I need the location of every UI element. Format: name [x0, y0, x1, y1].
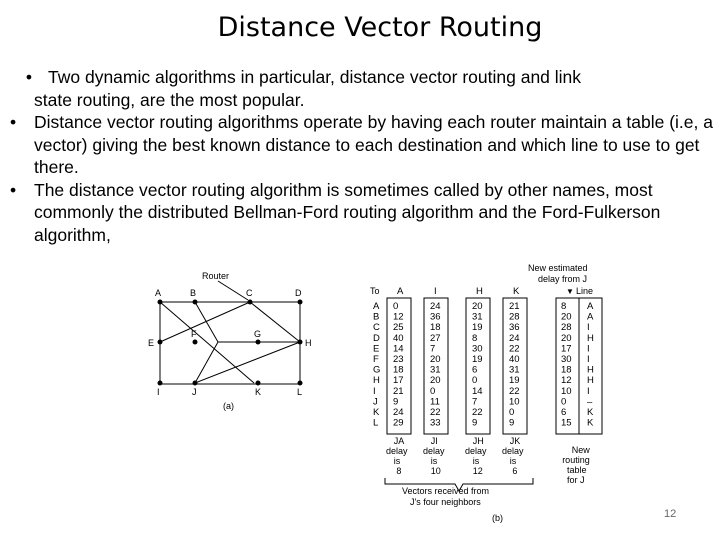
- vector-cell: 36: [509, 322, 520, 334]
- new-line-cell: K: [587, 417, 594, 429]
- vector-cell: 40: [509, 354, 520, 365]
- vector-cell: 30: [472, 343, 483, 355]
- vector-cell: 31: [472, 311, 483, 323]
- vector-cell: 12: [393, 311, 404, 323]
- neighbor-delay-label: is: [393, 456, 401, 466]
- bullet-1-rest: state routing, are the most popular.: [34, 89, 305, 110]
- vector-cell: 40: [393, 332, 404, 344]
- vector-cell: 21: [509, 301, 520, 312]
- new-line-cell: I: [587, 354, 590, 365]
- vector-cell: 7: [472, 396, 478, 408]
- vector-cell: 9: [509, 417, 515, 429]
- vector-cell: 11: [430, 396, 440, 408]
- vector-cell: 36: [430, 311, 441, 323]
- vector-cell: 17: [393, 375, 404, 387]
- neighbor-delay-label: delay: [386, 446, 408, 456]
- new-delay-cell: 20: [561, 332, 572, 344]
- new-line-cell: H: [587, 364, 594, 376]
- new-routing-label-line: routing: [562, 455, 590, 465]
- new-delay-cell: 12: [561, 375, 572, 387]
- vector-cell: 20: [430, 375, 441, 387]
- vector-cell: 31: [430, 364, 441, 376]
- vector-cell: 18: [393, 364, 404, 376]
- to-header: To: [370, 286, 380, 296]
- new-line-cell: I: [587, 385, 590, 397]
- page-number: 12: [664, 508, 677, 520]
- bullet-1-first-line: Two dynamic algorithms in particular, distance vector routing and link: [48, 67, 582, 87]
- node-label: F: [191, 329, 197, 339]
- router-node: [158, 340, 163, 345]
- line-header: Line: [576, 286, 594, 296]
- row-label: F: [373, 354, 379, 365]
- neighbor-delay-label: delay: [465, 446, 487, 456]
- slide-title: Distance Vector Routing: [217, 12, 543, 43]
- vector-cell: 22: [509, 343, 520, 355]
- new-delay-cell: 20: [561, 311, 572, 323]
- bullet-symbol: •: [10, 179, 17, 200]
- vector-cell: 0: [509, 407, 515, 418]
- neighbor-delay-label: delay: [502, 446, 524, 456]
- vector-cell: 9: [472, 417, 478, 429]
- bullet-symbol: •: [25, 67, 32, 87]
- new-delay-cell: 17: [561, 343, 572, 355]
- neighbor-delay-label: JK: [509, 436, 521, 446]
- vector-cell: 20: [472, 301, 483, 312]
- node-label: D: [295, 288, 302, 298]
- new-routing-label-line: table: [567, 465, 587, 475]
- vector-column-frame: [424, 298, 448, 434]
- router-node: [158, 300, 163, 305]
- vector-cell: 24: [509, 332, 520, 344]
- node-label: A: [155, 288, 162, 298]
- new-delay-cell: 10: [561, 385, 572, 397]
- node-label: G: [254, 329, 262, 339]
- bullet-item-3: [10, 179, 714, 247]
- node-label: J: [192, 387, 197, 397]
- vector-cell: 29: [393, 417, 404, 429]
- new-line-cell: –: [587, 396, 593, 408]
- node-label: L: [297, 387, 303, 397]
- neighbor-delay-label: 6: [512, 466, 518, 476]
- router-node: [193, 381, 198, 386]
- new-delay-cell: 15: [561, 417, 572, 429]
- node-label: C: [246, 288, 253, 298]
- vector-cell: 22: [509, 385, 520, 397]
- vector-cell: 18: [430, 322, 441, 334]
- network-outer-box: [160, 302, 300, 384]
- column-header: K: [513, 286, 520, 297]
- new-routing-label-line: for J: [567, 475, 585, 485]
- vector-cell: 7: [430, 343, 436, 355]
- bullet-2-text: Distance vector routing algorithms operate by having each router maintain a table (i.e, a vector) giving the best known distance to each destination and which line to use to get there.: [34, 112, 713, 177]
- vector-cell: 28: [509, 311, 520, 323]
- bullet-3-text: The distance vector routing algorithm is sometimes called by other names, most commonly the distributed Bellman-Ford routing algorithm and the Ford-Fulkerson algorithm,: [34, 179, 661, 245]
- new-line-cell: H: [587, 375, 594, 387]
- router-label: Router: [202, 271, 230, 281]
- bullet-symbol: •: [10, 112, 17, 132]
- new-line-cell: A: [587, 311, 594, 323]
- vector-column-frame: [387, 298, 411, 434]
- router-node: [193, 300, 198, 305]
- vector-cell: 21: [393, 385, 404, 397]
- new-line-cell: A: [587, 301, 594, 312]
- vector-cell: 22: [472, 407, 483, 418]
- row-label: J: [373, 396, 378, 408]
- node-label: H: [305, 338, 312, 348]
- row-label: A: [373, 301, 380, 312]
- router-node: [248, 300, 253, 305]
- vector-cell: 25: [393, 322, 404, 334]
- down-arrow-icon: ▼: [566, 287, 574, 296]
- new-delay-cell: 30: [561, 354, 572, 365]
- vector-cell: 19: [509, 375, 520, 387]
- neighbor-delay-label: 8: [396, 466, 402, 476]
- new-line-cell: I: [587, 322, 590, 334]
- router-node: [256, 340, 261, 345]
- router-node: [298, 340, 303, 345]
- figure-b-caption: (b): [492, 513, 503, 523]
- new-delay-cell: 18: [561, 364, 572, 376]
- router-node: [158, 381, 163, 386]
- vector-cell: 14: [393, 343, 404, 355]
- vector-cell: 8: [472, 332, 478, 344]
- neighbor-delay-label: 10: [430, 466, 441, 476]
- router-node: [193, 340, 198, 345]
- vector-cell: 14: [472, 385, 483, 397]
- vector-cell: 27: [430, 332, 441, 344]
- vector-cell: 24: [393, 407, 404, 418]
- new-routing-label-line: New: [571, 445, 590, 455]
- vector-cell: 9: [393, 396, 399, 408]
- new-line-cell: H: [587, 332, 594, 344]
- node-label: E: [148, 338, 155, 348]
- vector-cell: 33: [430, 417, 441, 429]
- row-label: I: [373, 385, 376, 397]
- vectors-brace: [385, 478, 533, 491]
- row-label: E: [373, 343, 380, 355]
- vector-cell: 6: [472, 364, 478, 376]
- vector-cell: 22: [430, 407, 441, 418]
- new-line-cell: I: [587, 343, 590, 355]
- node-label: K: [255, 387, 262, 397]
- row-label: K: [373, 407, 380, 418]
- neighbor-delay-label: is: [472, 456, 480, 466]
- router-node: [298, 381, 303, 386]
- vector-cell: 0: [393, 301, 399, 312]
- vector-cell: 0: [472, 375, 478, 387]
- new-delay-cell: 6: [561, 407, 567, 418]
- row-label: D: [373, 332, 380, 344]
- neighbor-delay-label: JH: [472, 436, 484, 446]
- vectors-label-1: Vectors received from: [402, 486, 490, 496]
- vector-cell: 0: [430, 385, 436, 397]
- neighbor-delay-label: 12: [472, 466, 483, 476]
- neighbor-delay-label: delay: [423, 446, 445, 456]
- column-header: H: [476, 286, 483, 297]
- neighbor-delay-label: JA: [393, 436, 405, 446]
- new-delay-cell: 8: [561, 301, 567, 312]
- vector-cell: 10: [509, 396, 520, 408]
- vectors-label-2: J's four neighbors: [410, 497, 481, 507]
- slide-body: [10, 66, 714, 246]
- new-estimated-line-1: New estimated: [528, 263, 588, 273]
- node-label: B: [190, 288, 197, 298]
- row-label: B: [373, 311, 380, 323]
- router-node: [256, 381, 261, 386]
- bullet-item-1: [10, 66, 714, 111]
- vector-cell: 19: [472, 322, 483, 334]
- node-label: I: [157, 387, 160, 397]
- vector-cell: 19: [472, 354, 483, 365]
- row-label: H: [373, 375, 380, 387]
- new-delay-cell: 0: [561, 396, 567, 408]
- new-table-frame: [556, 298, 602, 434]
- neighbor-delay-label: is: [509, 456, 517, 466]
- vector-column-frame: [503, 298, 527, 434]
- bullet-item-2: [10, 111, 714, 179]
- new-delay-cell: 28: [561, 322, 572, 334]
- neighbor-delay-label: is: [430, 456, 438, 466]
- new-estimated-line-2: delay from J: [538, 274, 588, 284]
- router-node: [298, 300, 303, 305]
- row-label: L: [373, 417, 379, 429]
- vector-cell: 23: [393, 354, 404, 365]
- neighbor-delay-label: JI: [430, 436, 438, 446]
- vector-column-frame: [466, 298, 490, 434]
- column-header: A: [397, 286, 404, 297]
- vector-cell: 24: [430, 301, 441, 312]
- row-label: C: [373, 322, 380, 334]
- new-line-cell: K: [587, 407, 594, 418]
- column-header: I: [434, 286, 437, 297]
- figure-a-caption: (a): [223, 401, 234, 411]
- row-label: G: [373, 364, 381, 376]
- vector-cell: 20: [430, 354, 441, 365]
- vector-cell: 31: [509, 364, 520, 376]
